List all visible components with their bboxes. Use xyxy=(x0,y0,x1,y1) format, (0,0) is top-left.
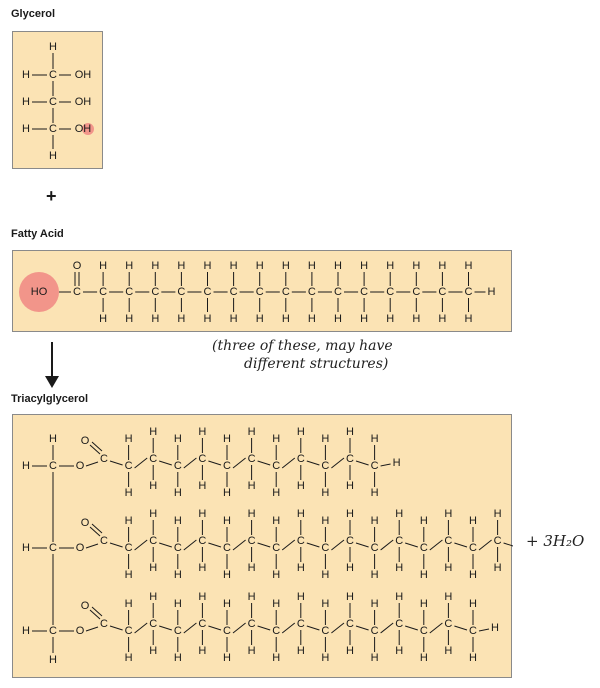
atom-c: C xyxy=(124,460,133,472)
atom-h: H xyxy=(124,487,133,499)
atom-c: C xyxy=(307,286,316,298)
atom-h: H xyxy=(321,598,330,610)
atom-h: H xyxy=(149,508,158,520)
atom-h: H xyxy=(307,313,316,325)
atom-oh: OH xyxy=(74,96,92,108)
atom-oh: OH xyxy=(74,123,92,135)
atom-h: H xyxy=(22,625,30,637)
atom-h: H xyxy=(198,645,207,657)
atom-h: H xyxy=(419,515,428,527)
atom-o: O xyxy=(75,542,85,554)
atom-c: C xyxy=(346,618,354,630)
atom-h: H xyxy=(370,433,379,445)
atom-c: C xyxy=(346,535,354,547)
atom-h: H xyxy=(469,652,477,664)
bond xyxy=(430,623,443,633)
bond xyxy=(504,543,513,547)
bond xyxy=(110,626,123,630)
bond xyxy=(233,458,246,468)
atom-c: C xyxy=(198,535,207,547)
double-bond xyxy=(90,610,100,619)
bond xyxy=(135,540,148,550)
bond xyxy=(331,540,344,550)
atom-c: C xyxy=(272,625,281,637)
bond xyxy=(208,461,221,465)
atom-c: C xyxy=(173,625,182,637)
atom-ho: HO xyxy=(30,286,48,298)
fatty-acid-title: Fatty Acid xyxy=(11,228,64,240)
bond xyxy=(356,461,369,465)
atom-h: H xyxy=(22,123,30,135)
atom-h: H xyxy=(444,562,453,574)
atom-h: H xyxy=(395,508,404,520)
bond xyxy=(110,461,123,465)
atom-h: H xyxy=(22,542,30,554)
atom-h: H xyxy=(346,480,354,492)
atom-h: H xyxy=(229,313,238,325)
atom-c: C xyxy=(296,535,305,547)
atom-c: C xyxy=(173,460,182,472)
atom-c: C xyxy=(247,453,256,465)
atom-h: H xyxy=(151,313,160,325)
atom-h: H xyxy=(223,652,231,664)
atom-h: H xyxy=(296,426,305,438)
atom-c: C xyxy=(255,286,264,298)
atom-h: H xyxy=(444,645,453,657)
fatty-acid-box xyxy=(12,250,512,332)
bond xyxy=(282,540,295,550)
atom-h: H xyxy=(223,433,231,445)
atom-h: H xyxy=(173,598,182,610)
atom-h: H xyxy=(173,515,182,527)
atom-h: H xyxy=(229,260,238,272)
atom-h: H xyxy=(173,433,182,445)
atom-h: H xyxy=(346,645,354,657)
atom-h: H xyxy=(125,313,134,325)
atom-c: C xyxy=(493,535,502,547)
atom-h: H xyxy=(124,598,133,610)
atom-c: C xyxy=(100,618,108,630)
fatty-acid-structure xyxy=(13,251,513,333)
atom-h: H xyxy=(469,569,477,581)
atom-h: H xyxy=(346,591,354,603)
atom-h: H xyxy=(386,313,395,325)
atom-h: H xyxy=(281,313,290,325)
atom-h: H xyxy=(296,645,305,657)
atom-h: H xyxy=(247,480,256,492)
atom-h: H xyxy=(334,260,342,272)
atom-h: H xyxy=(124,652,133,664)
bond xyxy=(86,627,98,631)
atom-h: H xyxy=(334,313,342,325)
atom-h: H xyxy=(203,313,212,325)
atom-h: H xyxy=(412,260,421,272)
bond xyxy=(233,623,246,633)
bond xyxy=(381,623,394,633)
atom-c: C xyxy=(49,460,57,472)
atom-h: H xyxy=(149,645,158,657)
bond xyxy=(135,458,148,468)
reaction-arrow-icon xyxy=(40,340,64,390)
atom-c: C xyxy=(203,286,212,298)
atom-c: C xyxy=(223,625,231,637)
atom-h: H xyxy=(296,480,305,492)
atom-o: O xyxy=(72,260,82,272)
atom-h: H xyxy=(223,487,231,499)
atom-c: C xyxy=(149,618,158,630)
atom-h: H xyxy=(272,515,281,527)
atom-o: O xyxy=(75,625,85,637)
atom-h: H xyxy=(360,260,369,272)
atom-h: H xyxy=(392,457,401,469)
atom-h: H xyxy=(22,460,30,472)
atom-h: H xyxy=(247,508,256,520)
atom-h: H xyxy=(247,426,256,438)
atom-h: H xyxy=(173,487,182,499)
atom-h: H xyxy=(49,654,57,666)
atom-h: H xyxy=(149,480,158,492)
atom-c: C xyxy=(100,453,108,465)
atom-h: H xyxy=(49,150,57,162)
atom-h: H xyxy=(370,515,379,527)
atom-h: H xyxy=(247,562,256,574)
bond xyxy=(159,543,172,547)
bond xyxy=(331,623,344,633)
atom-c: C xyxy=(49,69,57,81)
glycerol-box xyxy=(12,31,103,169)
atom-c: C xyxy=(149,535,158,547)
atom-c: C xyxy=(49,542,57,554)
atom-oh: OH xyxy=(74,69,92,81)
triacylglycerol-structure xyxy=(13,415,513,679)
atom-h: H xyxy=(49,433,57,445)
bond xyxy=(184,458,197,468)
glycerol-structure xyxy=(13,32,104,170)
atom-c: C xyxy=(296,618,305,630)
atom-c: C xyxy=(321,460,330,472)
atom-h: H xyxy=(464,313,473,325)
atom-h: H xyxy=(419,652,428,664)
bond xyxy=(356,543,369,547)
atom-h: H xyxy=(255,313,264,325)
atom-h: H xyxy=(177,313,186,325)
atom-h: H xyxy=(177,260,186,272)
atom-h: H xyxy=(395,645,404,657)
atom-h: H xyxy=(22,69,30,81)
atom-c: C xyxy=(272,460,281,472)
bond xyxy=(233,540,246,550)
double-bond xyxy=(92,442,102,451)
bond xyxy=(184,540,197,550)
atom-c: C xyxy=(247,618,256,630)
atom-c: C xyxy=(173,542,182,554)
atom-h: H xyxy=(151,260,160,272)
atom-h: H xyxy=(438,260,447,272)
plus-sign: + xyxy=(46,186,57,206)
atom-h: H xyxy=(99,313,108,325)
double-bond xyxy=(92,607,102,616)
atom-h: H xyxy=(173,652,182,664)
atom-c: C xyxy=(149,453,158,465)
bond xyxy=(381,540,394,550)
bond xyxy=(135,623,148,633)
atom-h: H xyxy=(296,591,305,603)
double-bond xyxy=(90,445,100,454)
atom-h: H xyxy=(370,487,379,499)
atom-h: H xyxy=(346,508,354,520)
atom-h: H xyxy=(223,515,231,527)
note-line-1: (three of these, may have xyxy=(212,338,393,354)
atom-c: C xyxy=(151,286,160,298)
atom-h: H xyxy=(198,562,207,574)
atom-h: H xyxy=(124,515,133,527)
atom-h: H xyxy=(49,41,57,53)
atom-h: H xyxy=(296,508,305,520)
bond xyxy=(405,543,418,547)
atom-c: C xyxy=(386,286,395,298)
bond xyxy=(282,623,295,633)
atom-h: H xyxy=(255,260,264,272)
atom-h: H xyxy=(419,569,428,581)
atom-c: C xyxy=(469,542,477,554)
atom-h: H xyxy=(125,260,134,272)
atom-h: H xyxy=(321,652,330,664)
atom-h: H xyxy=(444,591,453,603)
atom-h: H xyxy=(22,96,30,108)
atom-c: C xyxy=(464,286,473,298)
bond xyxy=(307,461,320,465)
atom-c: C xyxy=(360,286,369,298)
atom-h: H xyxy=(370,569,379,581)
bond xyxy=(258,626,271,630)
atom-h: H xyxy=(386,260,395,272)
bond xyxy=(307,626,320,630)
bond xyxy=(208,543,221,547)
atom-h: H xyxy=(444,508,453,520)
atom-h: H xyxy=(321,569,330,581)
atom-h: H xyxy=(223,598,231,610)
atom-c: C xyxy=(100,535,108,547)
atom-o: O xyxy=(80,517,90,529)
atom-h: H xyxy=(370,598,379,610)
atom-h: H xyxy=(203,260,212,272)
atom-c: C xyxy=(125,286,134,298)
atom-c: C xyxy=(272,542,281,554)
atom-o: O xyxy=(80,435,90,447)
atom-c: C xyxy=(198,453,207,465)
atom-c: C xyxy=(419,625,428,637)
atom-c: C xyxy=(281,286,290,298)
atom-c: C xyxy=(444,618,453,630)
atom-h: H xyxy=(346,562,354,574)
atom-h: H xyxy=(198,591,207,603)
atom-h: H xyxy=(370,652,379,664)
atom-h: H xyxy=(198,480,207,492)
atom-h: H xyxy=(395,562,404,574)
bond xyxy=(258,543,271,547)
bond xyxy=(454,626,467,630)
atom-c: C xyxy=(370,460,379,472)
atom-h: H xyxy=(491,622,499,634)
atom-h: H xyxy=(124,433,133,445)
atom-h: H xyxy=(149,591,158,603)
atom-c: C xyxy=(229,286,238,298)
atom-h: H xyxy=(438,313,447,325)
atom-h: H xyxy=(149,562,158,574)
atom-c: C xyxy=(124,625,133,637)
atom-h: H xyxy=(281,260,290,272)
atom-c: C xyxy=(49,625,57,637)
bond xyxy=(307,543,320,547)
atom-c: C xyxy=(395,535,404,547)
atom-h: H xyxy=(198,508,207,520)
atom-c: C xyxy=(395,618,404,630)
atom-c: C xyxy=(334,286,342,298)
atom-h: H xyxy=(493,562,502,574)
note-line-2: different structures) xyxy=(244,356,389,372)
atom-h: H xyxy=(223,569,231,581)
atom-h: H xyxy=(272,598,281,610)
atom-h: H xyxy=(99,260,108,272)
bond xyxy=(405,626,418,630)
atom-c: C xyxy=(247,535,256,547)
atom-c: C xyxy=(223,542,231,554)
atom-c: C xyxy=(370,542,379,554)
atom-h: H xyxy=(296,562,305,574)
atom-c: C xyxy=(198,618,207,630)
atom-c: C xyxy=(321,542,330,554)
bond xyxy=(331,458,344,468)
atom-c: C xyxy=(438,286,447,298)
bond xyxy=(86,462,98,466)
double-bond xyxy=(92,524,102,533)
bond xyxy=(282,458,295,468)
double-bond xyxy=(90,527,100,536)
atom-c: C xyxy=(73,286,81,298)
atom-c: C xyxy=(223,460,231,472)
bond xyxy=(454,543,467,547)
atom-h: H xyxy=(272,487,281,499)
atom-h: H xyxy=(247,645,256,657)
atom-c: C xyxy=(49,123,57,135)
atom-h: H xyxy=(272,652,281,664)
bond xyxy=(208,626,221,630)
atom-h: H xyxy=(247,591,256,603)
atom-h: H xyxy=(346,426,354,438)
atom-h: H xyxy=(149,426,158,438)
atom-h: H xyxy=(307,260,316,272)
atom-h: H xyxy=(487,286,496,298)
bond xyxy=(258,461,271,465)
bond xyxy=(479,540,492,550)
bond xyxy=(381,464,391,466)
bond xyxy=(430,540,443,550)
atom-h: H xyxy=(173,569,182,581)
atom-h: H xyxy=(124,569,133,581)
atom-c: C xyxy=(419,542,428,554)
water-byproduct: + 3H₂O xyxy=(526,532,585,550)
atom-c: C xyxy=(99,286,108,298)
bond xyxy=(159,626,172,630)
atom-h: H xyxy=(321,515,330,527)
atom-c: C xyxy=(296,453,305,465)
atom-o: O xyxy=(80,600,90,612)
atom-h: H xyxy=(412,313,421,325)
atom-c: C xyxy=(346,453,354,465)
bond xyxy=(86,544,98,548)
atom-c: C xyxy=(412,286,421,298)
bond xyxy=(110,543,123,547)
triacylglycerol-box xyxy=(12,414,512,678)
bond xyxy=(159,461,172,465)
atom-h: H xyxy=(272,433,281,445)
atom-h: H xyxy=(360,313,369,325)
atom-c: C xyxy=(177,286,186,298)
atom-h: H xyxy=(272,569,281,581)
atom-h: H xyxy=(321,433,330,445)
atom-c: C xyxy=(469,625,477,637)
atom-h: H xyxy=(395,591,404,603)
atom-h: H xyxy=(469,598,477,610)
atom-h: H xyxy=(419,598,428,610)
atom-c: C xyxy=(370,625,379,637)
atom-h: H xyxy=(198,426,207,438)
bond xyxy=(479,629,489,631)
atom-h: H xyxy=(464,260,473,272)
atom-c: C xyxy=(321,625,330,637)
glycerol-title: Glycerol xyxy=(11,8,56,20)
bond xyxy=(184,623,197,633)
atom-c: C xyxy=(444,535,453,547)
triacylglycerol-title: Triacylglycerol xyxy=(11,393,89,405)
atom-c: C xyxy=(49,96,57,108)
atom-h: H xyxy=(469,515,477,527)
atom-h: H xyxy=(321,487,330,499)
atom-h: H xyxy=(493,508,502,520)
atom-o: O xyxy=(75,460,85,472)
atom-c: C xyxy=(124,542,133,554)
bond xyxy=(356,626,369,630)
